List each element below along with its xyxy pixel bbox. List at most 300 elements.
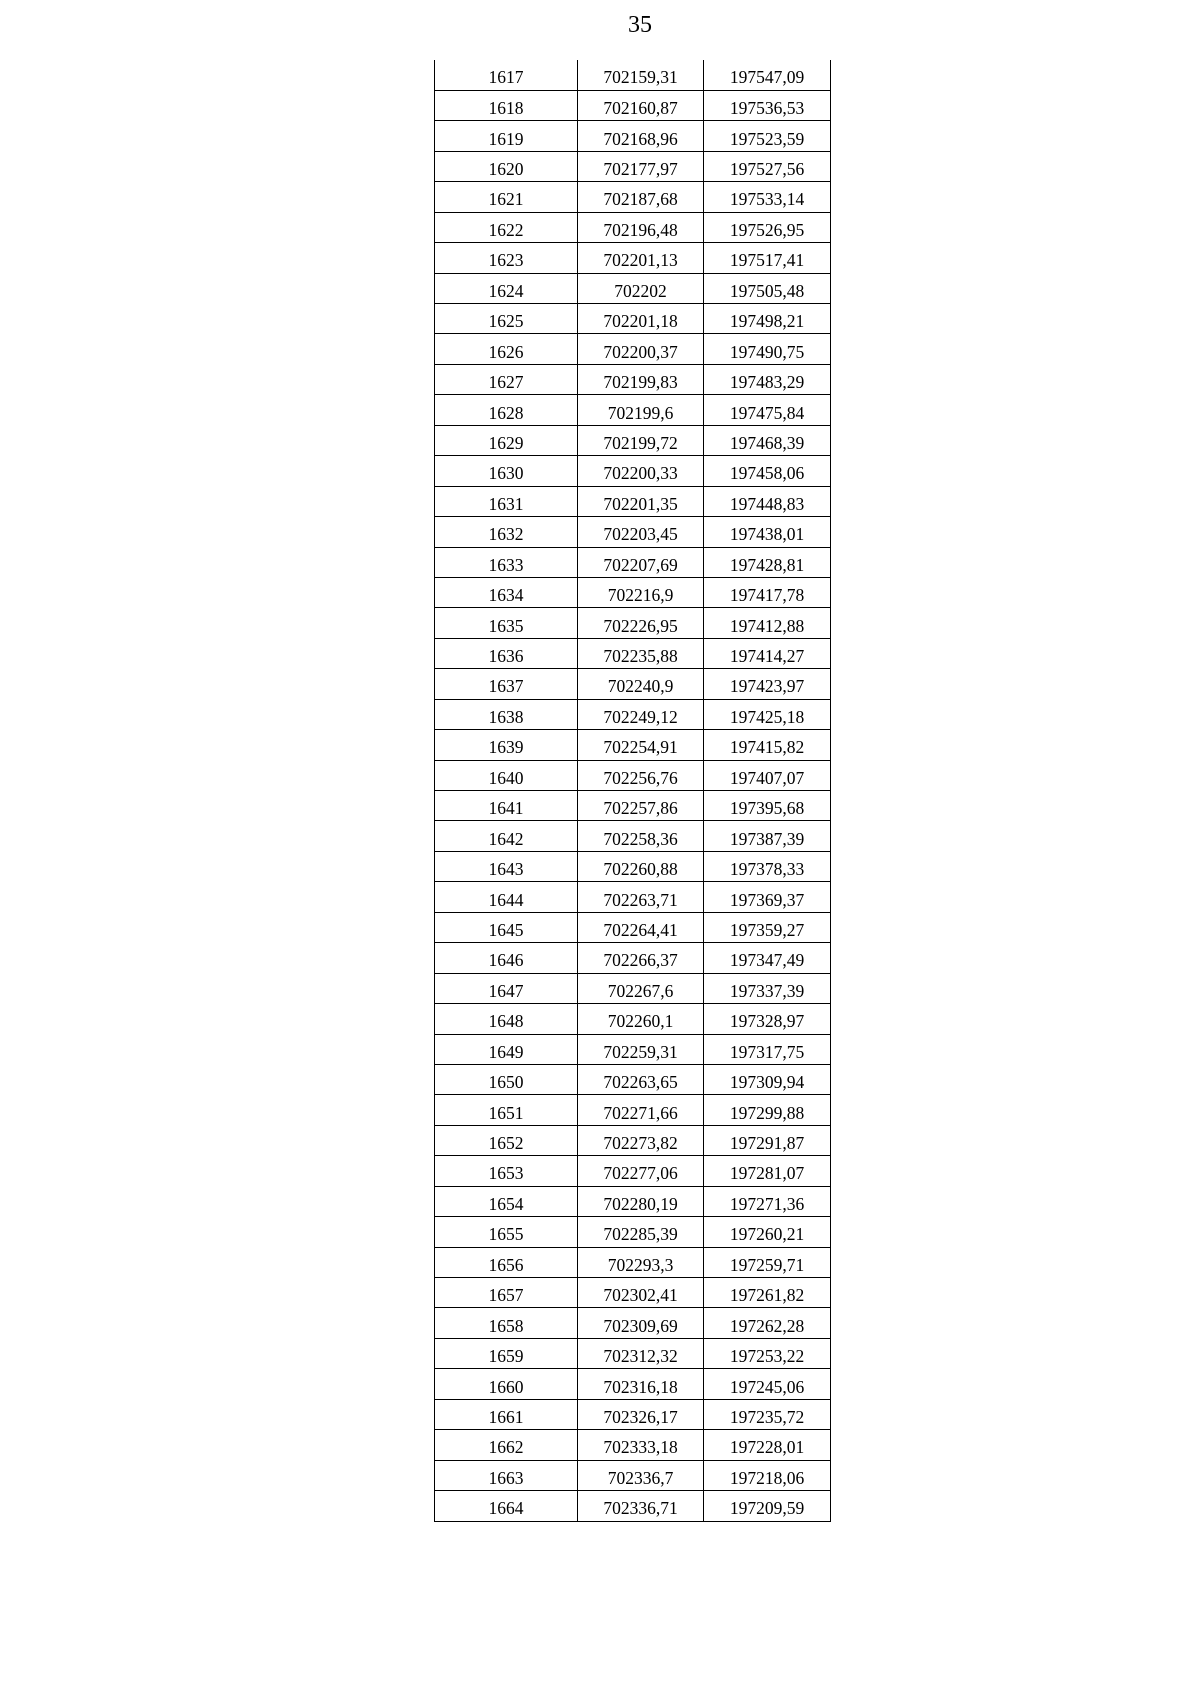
- table-row: [435, 547, 831, 577]
- y-coordinate-cell: [704, 151, 831, 181]
- point-number-cell: [435, 517, 578, 547]
- point-number-cell: [435, 760, 578, 790]
- point-number-cell: [435, 821, 578, 851]
- table-row: [435, 638, 831, 668]
- table-row: [435, 334, 831, 364]
- cell-value: 702200,37: [603, 341, 678, 362]
- y-coordinate-cell: [704, 1278, 831, 1308]
- x-coordinate-cell: [578, 364, 704, 394]
- point-number-cell: [435, 1430, 578, 1460]
- cell-value: 1632: [488, 524, 524, 545]
- table-row: [435, 456, 831, 486]
- table-row: [435, 1460, 831, 1490]
- x-coordinate-cell: [578, 1399, 704, 1429]
- cell-value: 1636: [488, 646, 524, 667]
- cell-value: 197395,68: [729, 798, 805, 819]
- cell-value: 702336,7: [607, 1467, 674, 1488]
- x-coordinate-cell: [578, 1064, 704, 1094]
- x-coordinate-cell: [578, 1460, 704, 1490]
- y-coordinate-cell: [704, 760, 831, 790]
- cell-value: 1657: [488, 1285, 524, 1306]
- table-row: [435, 60, 831, 90]
- x-coordinate-cell: [578, 395, 704, 425]
- y-coordinate-cell: [704, 699, 831, 729]
- y-coordinate-cell: [704, 973, 831, 1003]
- table-row: [435, 1064, 831, 1094]
- cell-value: 1662: [488, 1437, 524, 1458]
- cell-value: 197387,39: [729, 828, 805, 849]
- point-number-cell: [435, 1095, 578, 1125]
- cell-value: 702260,1: [607, 1011, 674, 1032]
- x-coordinate-cell: [578, 486, 704, 516]
- y-coordinate-cell: [704, 425, 831, 455]
- cell-value: 197271,36: [729, 1193, 805, 1214]
- y-coordinate-cell: [704, 791, 831, 821]
- x-coordinate-cell: [578, 273, 704, 303]
- x-coordinate-cell: [578, 121, 704, 151]
- table-row: [435, 1186, 831, 1216]
- point-number-cell: [435, 791, 578, 821]
- point-number-cell: [435, 638, 578, 668]
- cell-value: 1655: [488, 1224, 524, 1245]
- table-row: [435, 851, 831, 881]
- cell-value: 702302,41: [603, 1285, 678, 1306]
- x-coordinate-cell: [578, 1491, 704, 1521]
- cell-value: 702200,33: [603, 463, 678, 484]
- point-number-cell: [435, 486, 578, 516]
- table-row: [435, 182, 831, 212]
- x-coordinate-cell: [578, 243, 704, 273]
- cell-value: 702196,48: [603, 219, 678, 240]
- table-row: [435, 1004, 831, 1034]
- point-number-cell: [435, 121, 578, 151]
- x-coordinate-cell: [578, 912, 704, 942]
- point-number-cell: [435, 973, 578, 1003]
- x-coordinate-cell: [578, 973, 704, 1003]
- point-number-cell: [435, 273, 578, 303]
- y-coordinate-cell: [704, 1491, 831, 1521]
- cell-value: 702293,3: [607, 1254, 674, 1275]
- cell-value: 1630: [488, 463, 524, 484]
- x-coordinate-cell: [578, 1430, 704, 1460]
- table-row: [435, 1430, 831, 1460]
- table-row: [435, 1491, 831, 1521]
- y-coordinate-cell: [704, 1430, 831, 1460]
- y-coordinate-cell: [704, 1399, 831, 1429]
- x-coordinate-cell: [578, 821, 704, 851]
- cell-value: 702203,45: [603, 524, 678, 545]
- cell-value: 197347,49: [729, 950, 805, 971]
- cell-value: 197262,28: [729, 1315, 805, 1336]
- cell-value: 1635: [488, 615, 524, 636]
- cell-value: 1629: [488, 432, 524, 453]
- cell-value: 1634: [488, 585, 524, 606]
- cell-value: 702168,96: [603, 128, 678, 149]
- table-row: [435, 608, 831, 638]
- cell-value: 1623: [488, 250, 524, 271]
- cell-value: 1663: [488, 1467, 524, 1488]
- cell-value: 1628: [488, 402, 524, 423]
- table-row: [435, 1278, 831, 1308]
- cell-value: 197317,75: [729, 1041, 805, 1062]
- x-coordinate-cell: [578, 1338, 704, 1368]
- x-coordinate-cell: [578, 638, 704, 668]
- cell-value: 702263,71: [603, 889, 678, 910]
- cell-value: 702199,72: [603, 432, 678, 453]
- y-coordinate-cell: [704, 1217, 831, 1247]
- table-row: [435, 304, 831, 334]
- cell-value: 702273,82: [603, 1133, 678, 1154]
- cell-value: 1626: [488, 341, 524, 362]
- x-coordinate-cell: [578, 943, 704, 973]
- cell-value: 702235,88: [603, 646, 678, 667]
- point-number-cell: [435, 547, 578, 577]
- cell-value: 197517,41: [729, 250, 805, 271]
- x-coordinate-cell: [578, 669, 704, 699]
- cell-value: 702277,06: [603, 1163, 678, 1184]
- x-coordinate-cell: [578, 1034, 704, 1064]
- point-number-cell: [435, 243, 578, 273]
- y-coordinate-cell: [704, 669, 831, 699]
- y-coordinate-cell: [704, 364, 831, 394]
- cell-value: 197245,06: [729, 1376, 805, 1397]
- x-coordinate-cell: [578, 90, 704, 120]
- y-coordinate-cell: [704, 851, 831, 881]
- point-number-cell: [435, 1217, 578, 1247]
- cell-value: 197412,88: [729, 615, 805, 636]
- cell-value: 197505,48: [729, 280, 805, 301]
- cell-value: 197414,27: [729, 646, 805, 667]
- x-coordinate-cell: [578, 1308, 704, 1338]
- table-row: [435, 395, 831, 425]
- y-coordinate-cell: [704, 638, 831, 668]
- cell-value: 702201,18: [603, 311, 678, 332]
- x-coordinate-cell: [578, 1186, 704, 1216]
- table-row: [435, 425, 831, 455]
- cell-value: 702258,36: [603, 828, 678, 849]
- table-row: [435, 121, 831, 151]
- cell-value: 702260,88: [603, 859, 678, 880]
- point-number-cell: [435, 1369, 578, 1399]
- cell-value: 197369,37: [729, 889, 805, 910]
- x-coordinate-cell: [578, 1156, 704, 1186]
- cell-value: 1644: [488, 889, 524, 910]
- cell-value: 702309,69: [603, 1315, 678, 1336]
- y-coordinate-cell: [704, 882, 831, 912]
- y-coordinate-cell: [704, 121, 831, 151]
- y-coordinate-cell: [704, 547, 831, 577]
- cell-value: 1661: [488, 1406, 524, 1427]
- cell-value: 197328,97: [729, 1011, 805, 1032]
- cell-value: 197527,56: [729, 159, 805, 180]
- cell-value: 702280,19: [603, 1193, 678, 1214]
- table-row: [435, 1034, 831, 1064]
- cell-value: 197417,78: [729, 585, 805, 606]
- table-row: [435, 577, 831, 607]
- cell-value: 702271,66: [603, 1102, 678, 1123]
- cell-value: 702240,9: [607, 676, 674, 697]
- y-coordinate-cell: [704, 304, 831, 334]
- x-coordinate-cell: [578, 517, 704, 547]
- cell-value: 702201,13: [603, 250, 678, 271]
- x-coordinate-cell: [578, 547, 704, 577]
- table-row: [435, 517, 831, 547]
- cell-value: 702316,18: [603, 1376, 678, 1397]
- x-coordinate-cell: [578, 1095, 704, 1125]
- table-row: [435, 1095, 831, 1125]
- x-coordinate-cell: [578, 151, 704, 181]
- cell-value: 197428,81: [729, 554, 805, 575]
- table-row: [435, 760, 831, 790]
- cell-value: 1648: [488, 1011, 524, 1032]
- y-coordinate-cell: [704, 395, 831, 425]
- cell-value: 702207,69: [603, 554, 678, 575]
- cell-value: 1650: [488, 1072, 524, 1093]
- table-row: [435, 1156, 831, 1186]
- y-coordinate-cell: [704, 1156, 831, 1186]
- cell-value: 702254,91: [603, 737, 678, 758]
- table-row: [435, 730, 831, 760]
- cell-value: 197475,84: [729, 402, 805, 423]
- table-row: [435, 486, 831, 516]
- cell-value: 197218,06: [729, 1467, 805, 1488]
- cell-value: 1624: [488, 280, 524, 301]
- cell-value: 1642: [488, 828, 524, 849]
- page-number: 35: [628, 12, 652, 38]
- point-number-cell: [435, 364, 578, 394]
- x-coordinate-cell: [578, 699, 704, 729]
- table-row: [435, 1369, 831, 1399]
- table-row: [435, 1399, 831, 1429]
- point-number-cell: [435, 1064, 578, 1094]
- y-coordinate-cell: [704, 1460, 831, 1490]
- cell-value: 197291,87: [729, 1133, 805, 1154]
- table-row: [435, 821, 831, 851]
- cell-value: 1633: [488, 554, 524, 575]
- cell-value: 702266,37: [603, 950, 678, 971]
- x-coordinate-cell: [578, 851, 704, 881]
- point-number-cell: [435, 151, 578, 181]
- table-row: [435, 212, 831, 242]
- x-coordinate-cell: [578, 60, 704, 90]
- cell-value: 702333,18: [603, 1437, 678, 1458]
- y-coordinate-cell: [704, 90, 831, 120]
- cell-value: 702216,9: [607, 585, 674, 606]
- cell-value: 702263,65: [603, 1072, 678, 1093]
- y-coordinate-cell: [704, 1308, 831, 1338]
- cell-value: 1640: [488, 767, 524, 788]
- y-coordinate-cell: [704, 334, 831, 364]
- y-coordinate-cell: [704, 1095, 831, 1125]
- point-number-cell: [435, 608, 578, 638]
- x-coordinate-cell: [578, 1217, 704, 1247]
- y-coordinate-cell: [704, 486, 831, 516]
- point-number-cell: [435, 1186, 578, 1216]
- cell-value: 1631: [488, 493, 524, 514]
- point-number-cell: [435, 182, 578, 212]
- cell-value: 197281,07: [729, 1163, 805, 1184]
- cell-value: 197547,09: [729, 67, 805, 88]
- cell-value: 197458,06: [729, 463, 805, 484]
- cell-value: 1654: [488, 1193, 524, 1214]
- table-row: [435, 973, 831, 1003]
- cell-value: 197536,53: [729, 98, 805, 119]
- point-number-cell: [435, 882, 578, 912]
- cell-value: 1619: [488, 128, 524, 149]
- cell-value: 1656: [488, 1254, 524, 1275]
- cell-value: 1625: [488, 311, 524, 332]
- y-coordinate-cell: [704, 60, 831, 90]
- cell-value: 702226,95: [603, 615, 678, 636]
- cell-value: 1618: [488, 98, 524, 119]
- table-row: [435, 1338, 831, 1368]
- y-coordinate-cell: [704, 730, 831, 760]
- y-coordinate-cell: [704, 1247, 831, 1277]
- point-number-cell: [435, 1247, 578, 1277]
- table-row: [435, 1217, 831, 1247]
- cell-value: 197425,18: [729, 706, 805, 727]
- y-coordinate-cell: [704, 1369, 831, 1399]
- y-coordinate-cell: [704, 577, 831, 607]
- coordinates-table: [434, 60, 831, 1522]
- point-number-cell: [435, 851, 578, 881]
- cell-value: 197533,14: [729, 189, 805, 210]
- x-coordinate-cell: [578, 1278, 704, 1308]
- cell-value: 197253,22: [729, 1346, 805, 1367]
- table-row: [435, 699, 831, 729]
- cell-value: 1647: [488, 980, 524, 1001]
- table-row: [435, 882, 831, 912]
- cell-value: 197299,88: [729, 1102, 805, 1123]
- cell-value: 197261,82: [729, 1285, 805, 1306]
- x-coordinate-cell: [578, 730, 704, 760]
- x-coordinate-cell: [578, 577, 704, 607]
- cell-value: 702202: [614, 280, 667, 301]
- cell-value: 1664: [488, 1498, 524, 1519]
- cell-value: 702249,12: [603, 706, 678, 727]
- point-number-cell: [435, 1338, 578, 1368]
- x-coordinate-cell: [578, 212, 704, 242]
- cell-value: 197438,01: [729, 524, 805, 545]
- point-number-cell: [435, 730, 578, 760]
- table-row: [435, 1125, 831, 1155]
- cell-value: 197483,29: [729, 372, 805, 393]
- y-coordinate-cell: [704, 273, 831, 303]
- table-row: [435, 791, 831, 821]
- table-row: [435, 151, 831, 181]
- x-coordinate-cell: [578, 1247, 704, 1277]
- cell-value: 197423,97: [729, 676, 805, 697]
- cell-value: 1659: [488, 1346, 524, 1367]
- y-coordinate-cell: [704, 517, 831, 547]
- cell-value: 197337,39: [729, 980, 805, 1001]
- x-coordinate-cell: [578, 334, 704, 364]
- cell-value: 197309,94: [729, 1072, 805, 1093]
- cell-value: 197448,83: [729, 493, 805, 514]
- cell-value: 197407,07: [729, 767, 805, 788]
- y-coordinate-cell: [704, 243, 831, 273]
- cell-value: 1653: [488, 1163, 524, 1184]
- cell-value: 1660: [488, 1376, 524, 1397]
- point-number-cell: [435, 1278, 578, 1308]
- point-number-cell: [435, 577, 578, 607]
- point-number-cell: [435, 395, 578, 425]
- point-number-cell: [435, 943, 578, 973]
- y-coordinate-cell: [704, 943, 831, 973]
- point-number-cell: [435, 60, 578, 90]
- cell-value: 702199,6: [607, 402, 674, 423]
- cell-value: 197209,59: [729, 1498, 805, 1519]
- cell-value: 702312,32: [603, 1346, 678, 1367]
- table-row: [435, 90, 831, 120]
- cell-value: 197415,82: [729, 737, 805, 758]
- point-number-cell: [435, 1308, 578, 1338]
- x-coordinate-cell: [578, 608, 704, 638]
- y-coordinate-cell: [704, 212, 831, 242]
- y-coordinate-cell: [704, 608, 831, 638]
- cell-value: 197378,33: [729, 859, 805, 880]
- x-coordinate-cell: [578, 456, 704, 486]
- cell-value: 197526,95: [729, 219, 805, 240]
- point-number-cell: [435, 1491, 578, 1521]
- cell-value: 702177,97: [603, 159, 678, 180]
- y-coordinate-cell: [704, 1034, 831, 1064]
- y-coordinate-cell: [704, 1338, 831, 1368]
- cell-value: 197490,75: [729, 341, 805, 362]
- cell-value: 1651: [488, 1102, 524, 1123]
- coordinates-table-body: [435, 60, 831, 1521]
- cell-value: 1652: [488, 1133, 524, 1154]
- cell-value: 1639: [488, 737, 524, 758]
- cell-value: 702285,39: [603, 1224, 678, 1245]
- x-coordinate-cell: [578, 304, 704, 334]
- cell-value: 702267,6: [607, 980, 674, 1001]
- x-coordinate-cell: [578, 760, 704, 790]
- table-row: [435, 943, 831, 973]
- point-number-cell: [435, 699, 578, 729]
- x-coordinate-cell: [578, 882, 704, 912]
- cell-value: 1643: [488, 859, 524, 880]
- cell-value: 1641: [488, 798, 524, 819]
- point-number-cell: [435, 425, 578, 455]
- point-number-cell: [435, 1004, 578, 1034]
- cell-value: 702159,31: [603, 67, 678, 88]
- cell-value: 1622: [488, 219, 524, 240]
- cell-value: 197235,72: [729, 1406, 805, 1427]
- cell-value: 702187,68: [603, 189, 678, 210]
- table-row: [435, 1308, 831, 1338]
- x-coordinate-cell: [578, 1125, 704, 1155]
- cell-value: 1627: [488, 372, 524, 393]
- table-row: [435, 273, 831, 303]
- point-number-cell: [435, 212, 578, 242]
- cell-value: 1621: [488, 189, 524, 210]
- y-coordinate-cell: [704, 182, 831, 212]
- cell-value: 1646: [488, 950, 524, 971]
- cell-value: 702199,83: [603, 372, 678, 393]
- point-number-cell: [435, 304, 578, 334]
- x-coordinate-cell: [578, 182, 704, 212]
- table-row: [435, 243, 831, 273]
- y-coordinate-cell: [704, 912, 831, 942]
- y-coordinate-cell: [704, 821, 831, 851]
- x-coordinate-cell: [578, 791, 704, 821]
- table-row: [435, 669, 831, 699]
- point-number-cell: [435, 1034, 578, 1064]
- cell-value: 1620: [488, 159, 524, 180]
- y-coordinate-cell: [704, 456, 831, 486]
- point-number-cell: [435, 90, 578, 120]
